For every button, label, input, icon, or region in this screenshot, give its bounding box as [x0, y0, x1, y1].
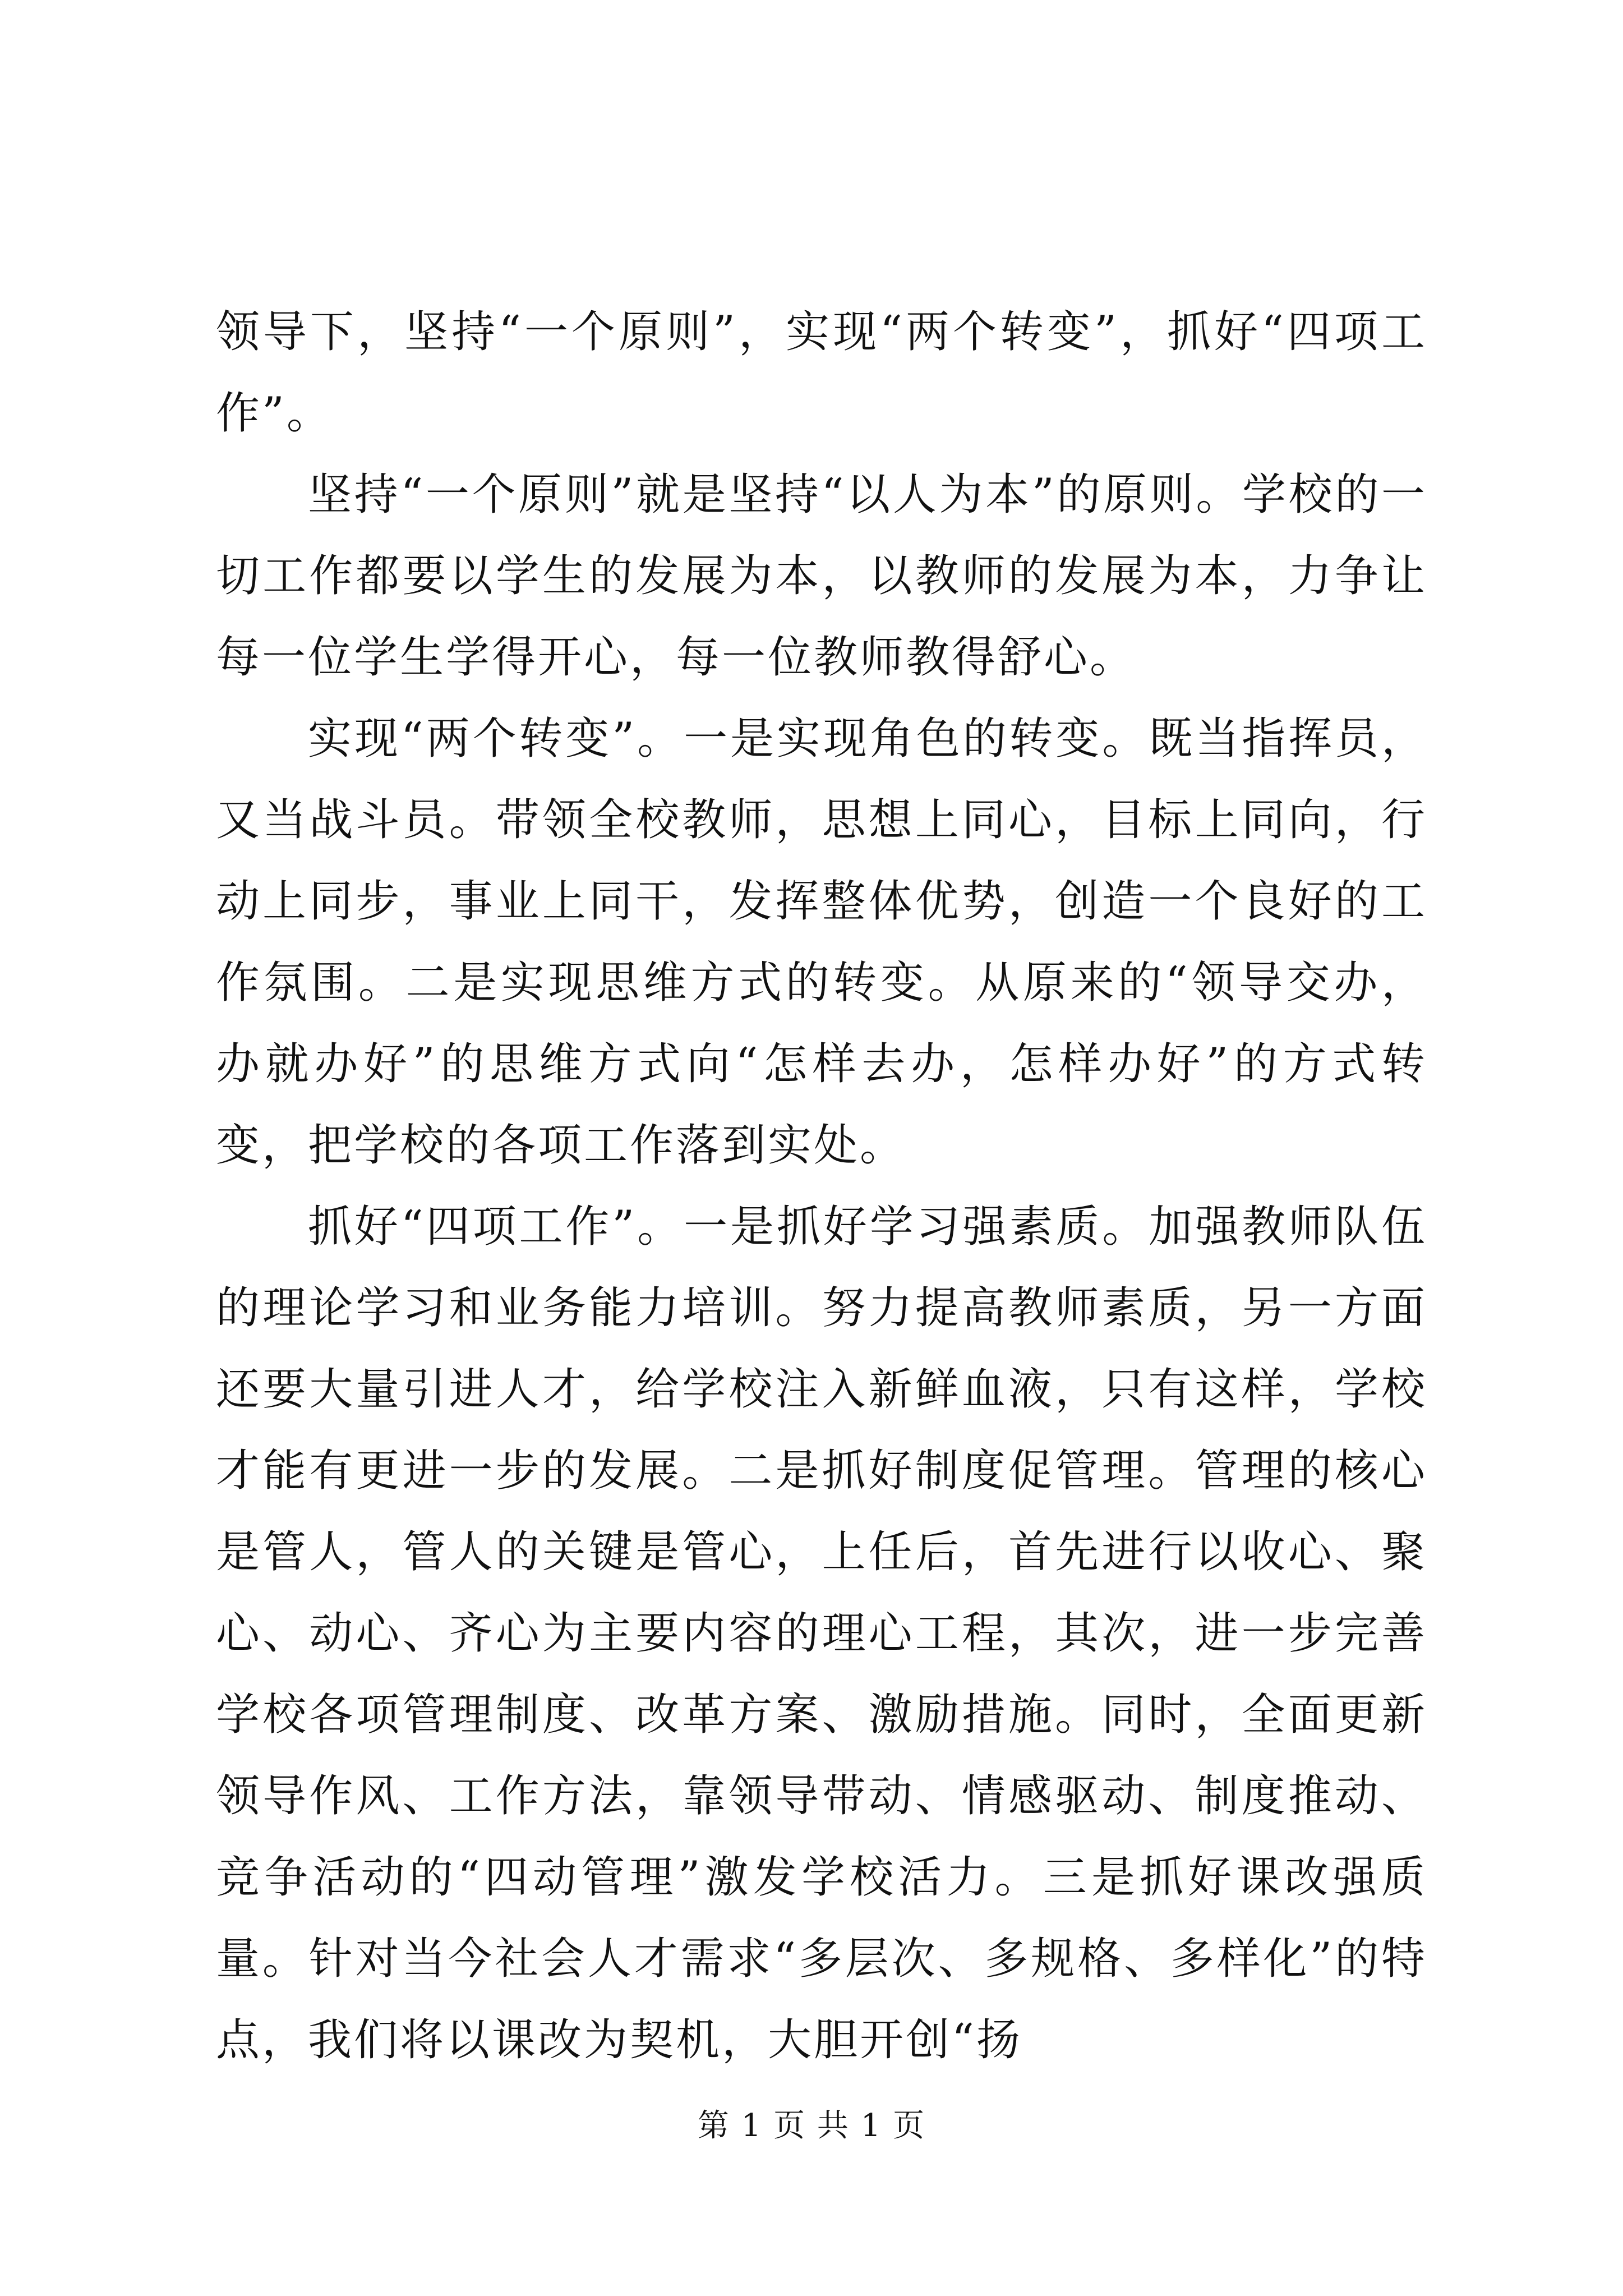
paragraph-two-changes: 实现“两个转变”。一是实现角色的转变。既当指挥员，又当战斗员。带领全校教师，思想上同心，目标上同向，行动上同步，事业上同干，发挥整体优势，创造一个良好的工作氛围。二是实现思维方式的转变。从原来的“领导交办，办就办好”的思维方式向“怎样去办，怎样办好”的方式转变，把学校的各项工作落到实处。 — [216, 714, 1427, 1171]
page-footer: 第 1 页 共 1 页 — [697, 2108, 926, 2144]
paragraph-continuation: 领导下，坚持“一个原则”，实现“两个转变”，抓好“四项工作”。 — [216, 307, 1427, 439]
document-body — [216, 292, 1427, 2081]
paragraph-one-principle: 坚持“一个原则”就是坚持“以人为本”的原则。学校的一切工作都要以学生的发展为本，以教师的发展为本，力争让每一位学生学得开心，每一位教师教得舒心。 — [216, 470, 1427, 683]
paragraph-four-tasks: 抓好“四项工作”。一是抓好学习强素质。加强教师队伍的理论学习和业务能力培训。努力提高教师素质，另一方面还要大量引进人才，给学校注入新鲜血液，只有这样，学校才能有更进一步的发展。二是抓好制度促管理。管理的核心是管人，管人的关键是管心，上任后，首先进行以收心、聚心、动心、齐心为主要内容的理心工程，其次，进一步完善学校各项管理制度、改革方案、激励措施。同时，全面更新领导作风、工作方法，靠领导带动、情感驱动、制度推动、竞争活动的“四动管理”激发学校活力。三是抓好课改强质量。针对当今社会人才需求“多层次、多规格、多样化”的特点，我们将以课改为契机，大胆开创“扬 — [216, 1202, 1427, 2065]
